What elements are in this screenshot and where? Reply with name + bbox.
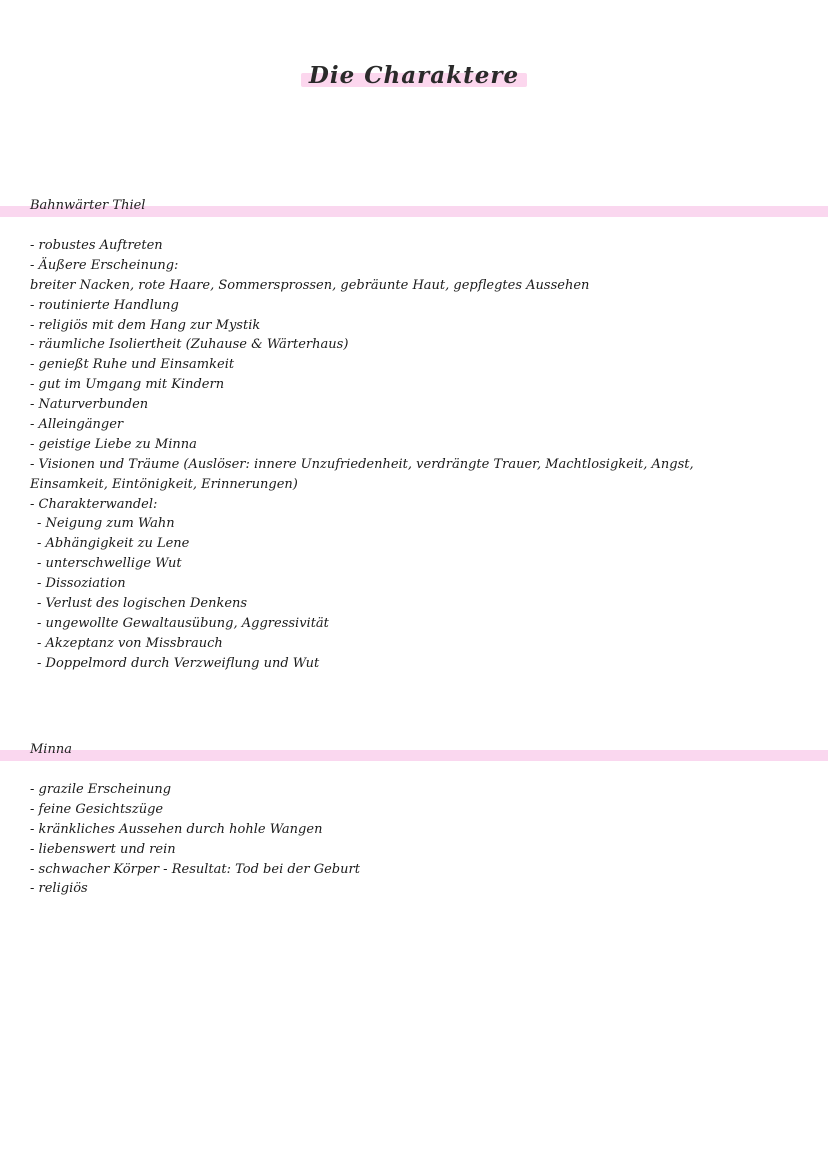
- list-item: - Doppelmord durch Verzweiflung und Wut: [37, 655, 320, 671]
- section-heading: Bahnwärter Thiel: [30, 198, 146, 213]
- trait-list: [30, 780, 810, 899]
- list-item: - Charakterwandel:: [30, 496, 158, 512]
- list-item: - religiös mit dem Hang zur Mystik: [30, 317, 261, 333]
- list-item: - Dissoziation: [37, 576, 126, 592]
- list-item: - Äußere Erscheinung:: [30, 257, 179, 273]
- section-minna: [0, 742, 828, 897]
- list-item: - Alleingänger: [30, 417, 124, 433]
- trait-list: [30, 236, 810, 674]
- list-item: - liebenswert und rein: [30, 841, 176, 857]
- list-item: - genießt Ruhe und Einsamkeit: [30, 357, 235, 373]
- list-item: breiter Nacken, rote Haare, Sommersprossen, gebräunte Haut, gepflegtes Aussehen: [30, 277, 590, 293]
- list-item: - Neigung zum Wahn: [37, 516, 175, 532]
- list-item: - routinierte Handlung: [30, 297, 179, 313]
- list-item: - grazile Erscheinung: [30, 782, 172, 797]
- list-item: - Verlust des logischen Denkens: [37, 596, 248, 612]
- section-heading: Minna: [30, 742, 72, 757]
- list-item: - Akzeptanz von Missbrauch: [37, 635, 223, 651]
- list-item: - schwacher Körper - Resultat: Tod bei der Geburt: [30, 861, 360, 877]
- list-item: - Abhängigkeit zu Lene: [37, 536, 190, 552]
- list-item: - gut im Umgang mit Kindern: [30, 377, 225, 393]
- list-item: - ungewollte Gewaltausübung, Aggressivität: [37, 615, 329, 631]
- list-item: - feine Gesichtszüge: [30, 801, 164, 817]
- list-item: - Naturverbunden: [30, 397, 149, 413]
- list-item: - geistige Liebe zu Minna: [30, 436, 197, 452]
- list-item: - Visionen und Träume (Auslöser: innere Unzufriedenheit, verdrängte Trauer, Machtlosigkeit, Angst,: [30, 456, 694, 472]
- list-item: - räumliche Isoliertheit (Zuhause & Wärterhaus): [30, 337, 349, 353]
- list-item: - kränkliches Aussehen durch hohle Wangen: [30, 821, 323, 837]
- section-bahnwaerter-thiel: [0, 198, 828, 671]
- highlight-band: [0, 750, 828, 761]
- section-header: [0, 198, 828, 218]
- title-container: [0, 62, 828, 89]
- list-item: - unterschwellige Wut: [37, 556, 182, 572]
- list-item: Einsamkeit, Eintönigkeit, Erinnerungen): [30, 476, 298, 492]
- list-item: - religiös: [30, 881, 88, 897]
- section-header: [0, 742, 828, 762]
- list-item: - robustes Auftreten: [30, 238, 163, 253]
- page-title: Die Charaktere: [305, 62, 523, 89]
